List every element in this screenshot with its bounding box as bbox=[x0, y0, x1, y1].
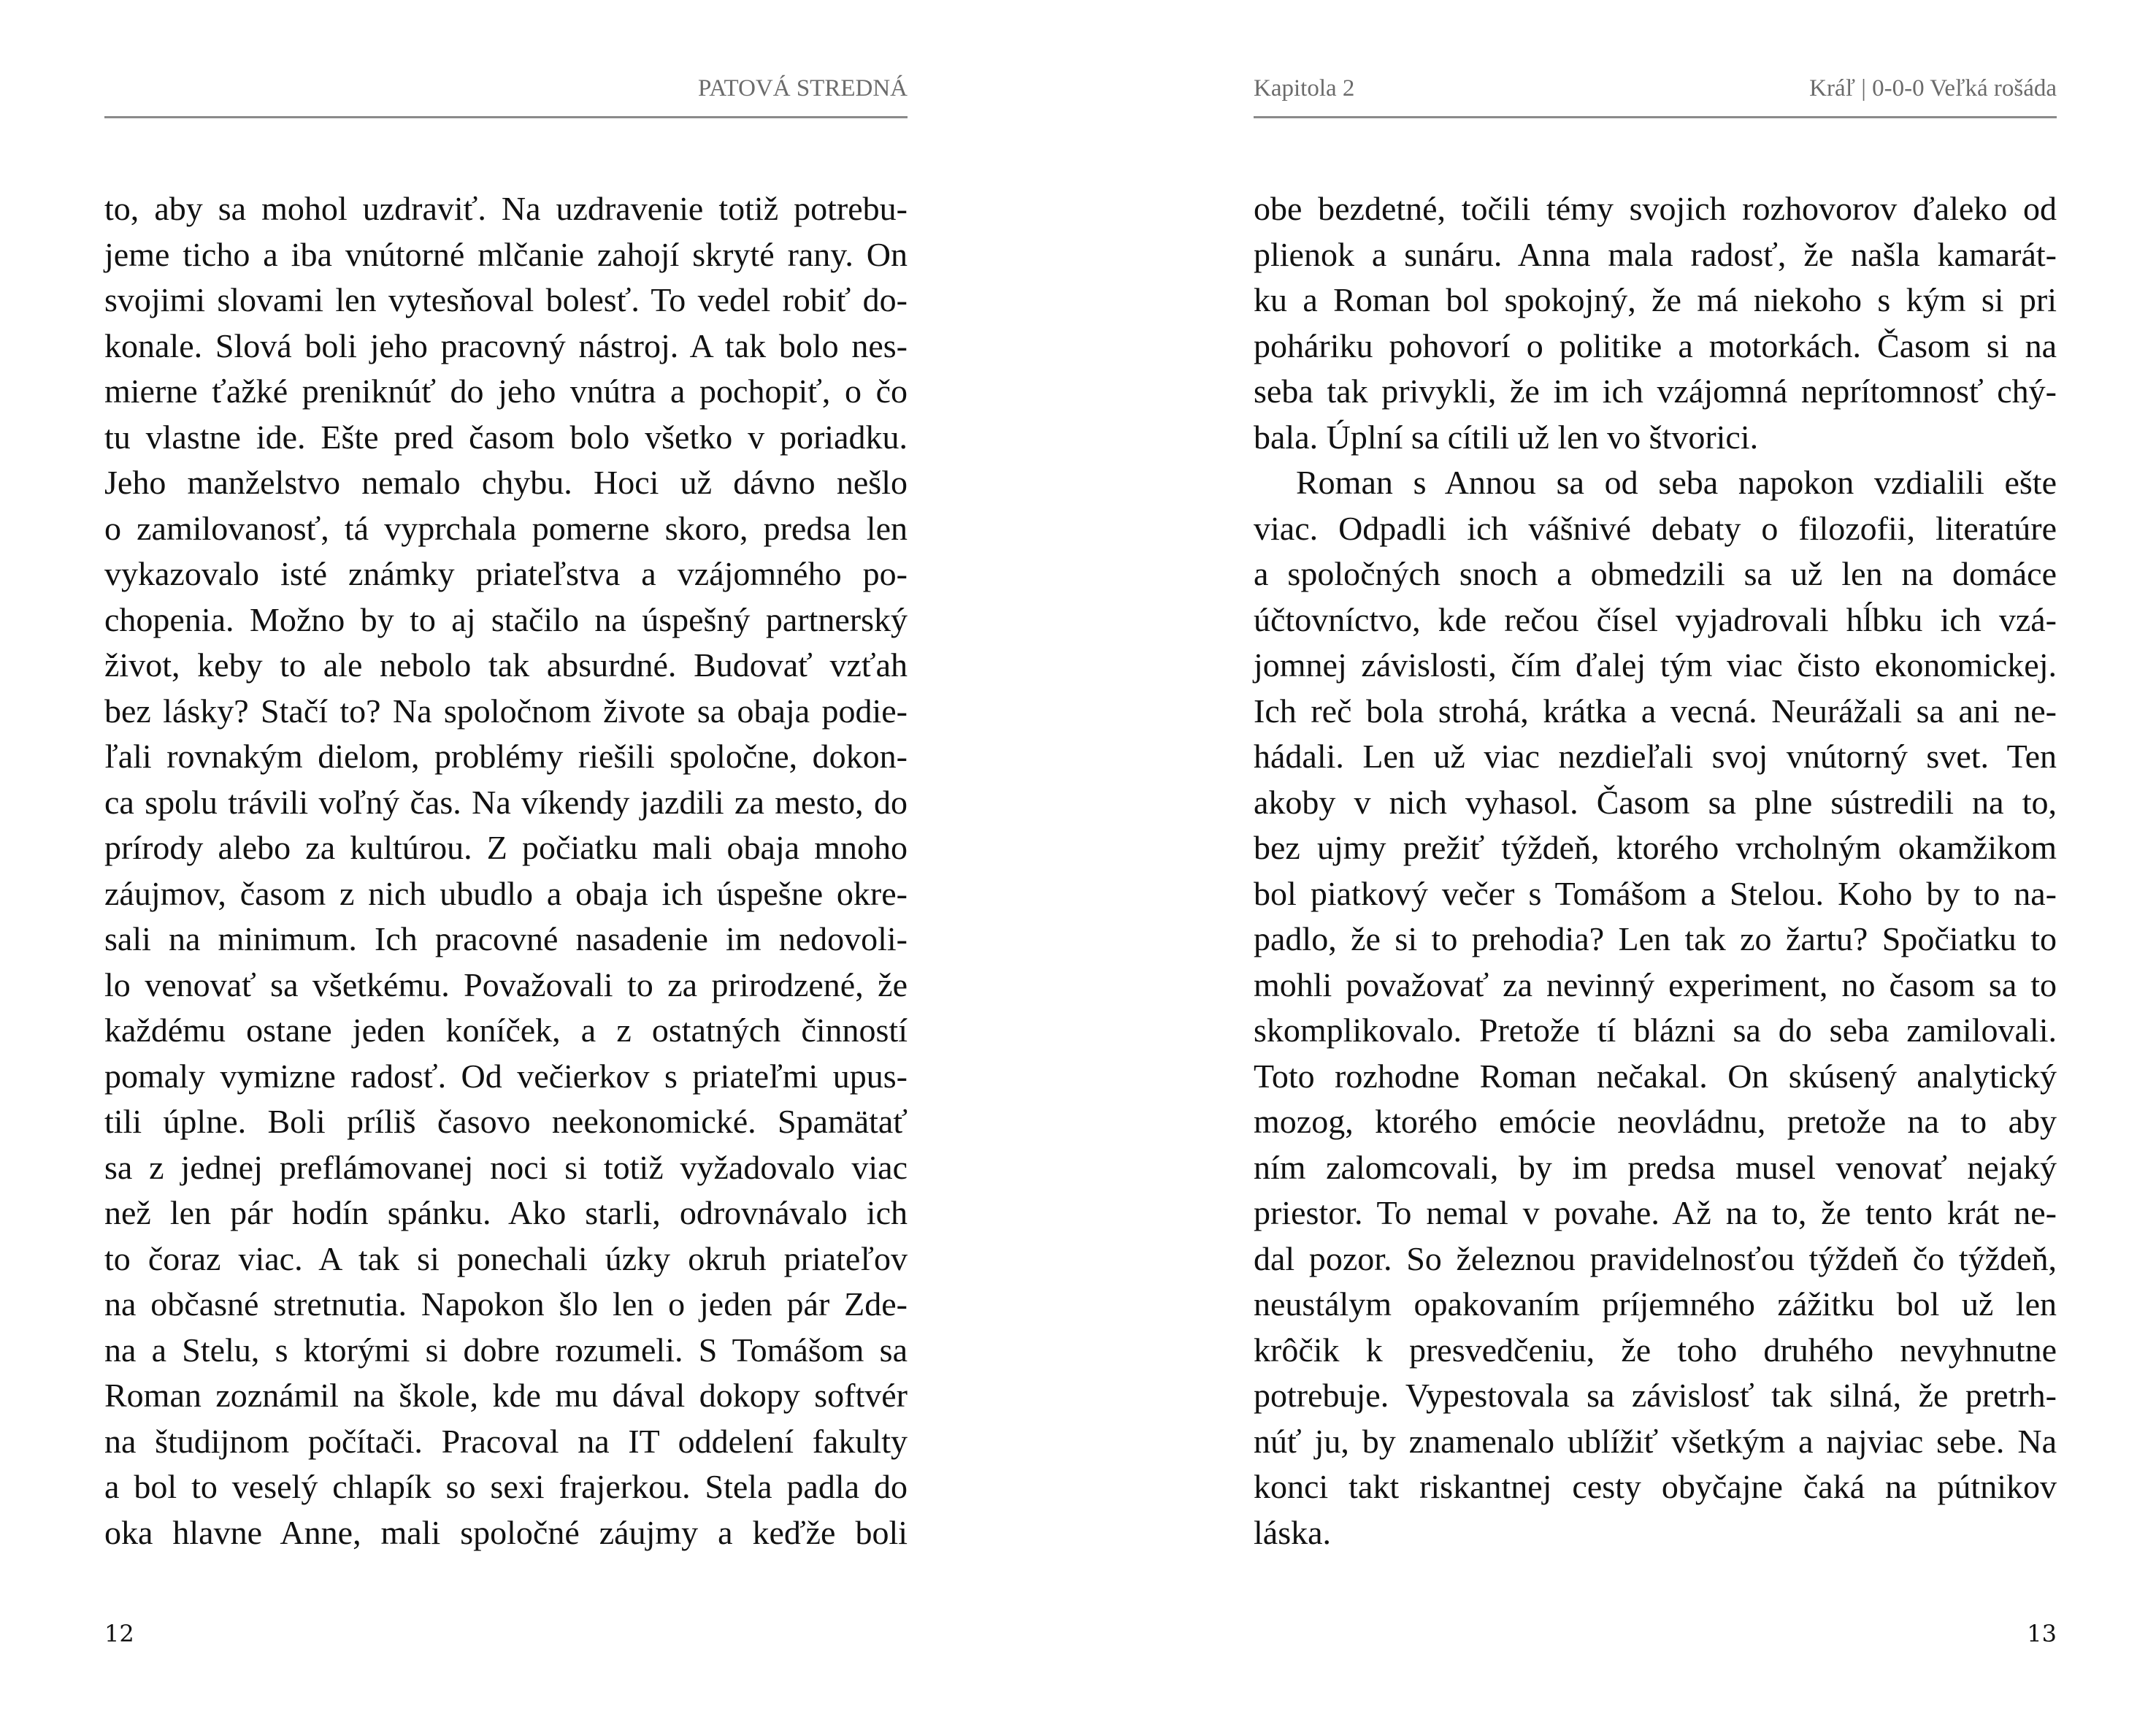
chapter-title: Kráľ | 0-0-0 Veľká rošáda bbox=[1809, 75, 2057, 102]
text-line: to, aby sa mohol uzdraviť. Na uzdravenie totiž potrebu- bbox=[104, 190, 908, 227]
text-line: tu vlastne ide. Ešte pred časom bolo všetko v poriadku. bbox=[104, 418, 908, 456]
text-line: lo venovať sa všetkému. Považovali to za prirodzené, že bbox=[104, 965, 908, 1003]
header-rule bbox=[104, 116, 908, 118]
text-line: ca spolu trávili voľný čas. Na víkendy jazdili za mesto, do bbox=[104, 783, 908, 821]
text-line: prírody alebo za kultúrou. Z počiatku mali obaja mnoho bbox=[104, 829, 908, 866]
text-line: obe bezdetné, točili témy svojich rozhovorov ďaleko od bbox=[1254, 190, 2057, 227]
text-line: skomplikovalo. Pretože tí blázni sa do seba zamilovali. bbox=[1254, 1011, 2057, 1049]
text-line: bala. Úplní sa cítili už len vo štvorici. bbox=[1254, 418, 1759, 456]
text-line: záujmov, časom z nich ubudlo a obaja ich úspešne okre- bbox=[104, 874, 908, 912]
text-line: hádali. Len už viac nezdieľali svoj vnútorný svet. Ten bbox=[1254, 738, 2057, 775]
book-title: PATOVÁ STREDNÁ bbox=[698, 75, 908, 102]
text-line: na študijnom počítači. Pracoval na IT oddelení fakulty bbox=[104, 1422, 908, 1460]
text-line: mohli považovať za nevinný experiment, no časom sa to bbox=[1254, 965, 2057, 1003]
text-line: Roman s Annou sa od seba napokon vzdialili ešte bbox=[1296, 464, 2057, 501]
text-line: Toto rozhodne Roman nečakal. On skúsený analytický bbox=[1254, 1057, 2057, 1095]
text-line: a spoločných snoch a obmedzili sa už len na domáce bbox=[1254, 555, 2057, 592]
text-line: akoby v nich vyhasol. Časom sa plne sústredili na to, bbox=[1254, 783, 2057, 821]
text-line: ku a Roman bol spokojný, že má niekoho s kým si pri bbox=[1254, 281, 2057, 318]
text-line: to čoraz viac. A tak si ponechali úzky okruh priateľov bbox=[104, 1239, 908, 1277]
page-number: 13 bbox=[2027, 1620, 2057, 1648]
text-line: núť ju, by znamenalo ublížiť všetkým a najviac sebe. Na bbox=[1254, 1422, 2057, 1460]
text-line: sa z jednej preflámovanej noci si totiž vyžadovalo viac bbox=[104, 1148, 908, 1186]
text-line: konci takt riskantnej cesty obyčajne čaká na pútnikov bbox=[1254, 1468, 2057, 1505]
text-line: potrebuje. Vypestovala sa závislosť tak silná, že pretrh- bbox=[1254, 1377, 2057, 1414]
text-line: na občasné stretnutia. Napokon šlo len o jeden pár Zde- bbox=[104, 1285, 908, 1323]
header-rule bbox=[1254, 116, 2057, 118]
running-head bbox=[1254, 70, 2057, 107]
text-line: seba tak privykli, že im ich vzájomná neprítomnosť chý- bbox=[1254, 372, 2057, 410]
text-line: jeme ticho a iba vnútorné mlčanie zahojí skryté rany. On bbox=[104, 235, 908, 273]
text-line: oka hlavne Anne, mali spoločné záujmy a keďže boli bbox=[104, 1513, 908, 1551]
text-line: láska. bbox=[1254, 1513, 1332, 1551]
text-line: neustálym opakovaním príjemného zážitku bol už len bbox=[1254, 1285, 2057, 1323]
right-page bbox=[1254, 0, 2057, 1725]
text-line: pomaly vymizne radosť. Od večierkov s priateľmi upus- bbox=[104, 1057, 908, 1095]
text-line: na a Stelu, s ktorými si dobre rozumeli. S Tomášom sa bbox=[104, 1331, 908, 1369]
text-line: plienok a sunáru. Anna mala radosť, že našla kamarát- bbox=[1254, 235, 2057, 273]
text-line: než len pár hodín spánku. Ako starli, odrovnávalo ich bbox=[104, 1194, 908, 1231]
text-line: vykazovalo isté známky priateľstva a vzájomného po- bbox=[104, 555, 908, 592]
text-line: chopenia. Možno by to aj stačilo na úspešný partnerský bbox=[104, 600, 908, 638]
text-line: bez ujmy prežiť týždeň, ktorého vrcholným okamžikom bbox=[1254, 829, 2057, 866]
chapter-label: Kapitola 2 bbox=[1254, 75, 1355, 102]
text-line: bol piatkový večer s Tomášom a Stelou. Koho by to na- bbox=[1254, 874, 2057, 912]
text-line: svojimi slovami len vytesňoval bolesť. To vedel robiť do- bbox=[104, 281, 908, 318]
running-head bbox=[104, 70, 908, 107]
left-page bbox=[104, 0, 908, 1725]
text-line: účtovníctvo, kde rečou čísel vyjadrovali hĺbku ich vzá- bbox=[1254, 600, 2057, 638]
body-text bbox=[1254, 186, 2057, 1556]
text-line: o zamilovanosť, tá vyprchala pomerne skoro, predsa len bbox=[104, 509, 908, 547]
text-line: dal pozor. So železnou pravidelnosťou týždeň čo týždeň, bbox=[1254, 1239, 2057, 1277]
text-line: každému ostane jeden koníček, a z ostatných činností bbox=[104, 1011, 908, 1049]
text-line: ľali rovnakým dielom, problémy riešili spoločne, dokon- bbox=[104, 738, 908, 775]
text-line: priestor. To nemal v povahe. Až na to, že tento krát ne- bbox=[1254, 1194, 2057, 1231]
text-line: poháriku pohovorí o politike a motorkách. Časom si na bbox=[1254, 326, 2057, 364]
text-line: život, keby to ale nebolo tak absurdné. Budovať vzťah bbox=[104, 646, 908, 684]
text-line: sali na minimum. Ich pracovné nasadenie im nedovoli- bbox=[104, 920, 908, 957]
text-line: krôčik k presvedčeniu, že toho druhého nevyhnutne bbox=[1254, 1331, 2057, 1369]
page-number: 12 bbox=[104, 1620, 134, 1648]
text-line: bez lásky? Stačí to? Na spoločnom živote sa obaja podie- bbox=[104, 692, 908, 730]
text-line: jomnej závislosti, čím ďalej tým viac čisto ekonomickej. bbox=[1254, 646, 2057, 684]
text-line: tili úplne. Boli príliš časovo neekonomické. Spamätať bbox=[104, 1103, 908, 1140]
text-line: mozog, ktorého emócie neovládnu, pretože na to aby bbox=[1254, 1103, 2057, 1140]
text-line: viac. Odpadli ich vášnivé debaty o filozofii, literatúre bbox=[1254, 509, 2057, 547]
text-line: Roman zoznámil na škole, kde mu dával dokopy softvér bbox=[104, 1377, 908, 1414]
text-line: mierne ťažké preniknúť do jeho vnútra a pochopiť, o čo bbox=[104, 372, 908, 410]
text-line: a bol to veselý chlapík so sexi frajerkou. Stela padla do bbox=[104, 1468, 908, 1505]
text-line: konale. Slová boli jeho pracovný nástroj. A tak bolo nes- bbox=[104, 326, 908, 364]
text-line: Ich reč bola strohá, krátka a vecná. Neurážali sa ani ne- bbox=[1254, 692, 2057, 730]
text-line: padlo, že si to prehodia? Len tak zo žartu? Spočiatku to bbox=[1254, 920, 2057, 957]
text-line: ním zalomcovali, by im predsa musel venovať nejaký bbox=[1254, 1148, 2057, 1186]
body-text bbox=[104, 186, 908, 1556]
text-line: Jeho manželstvo nemalo chybu. Hoci už dávno nešlo bbox=[104, 464, 908, 501]
